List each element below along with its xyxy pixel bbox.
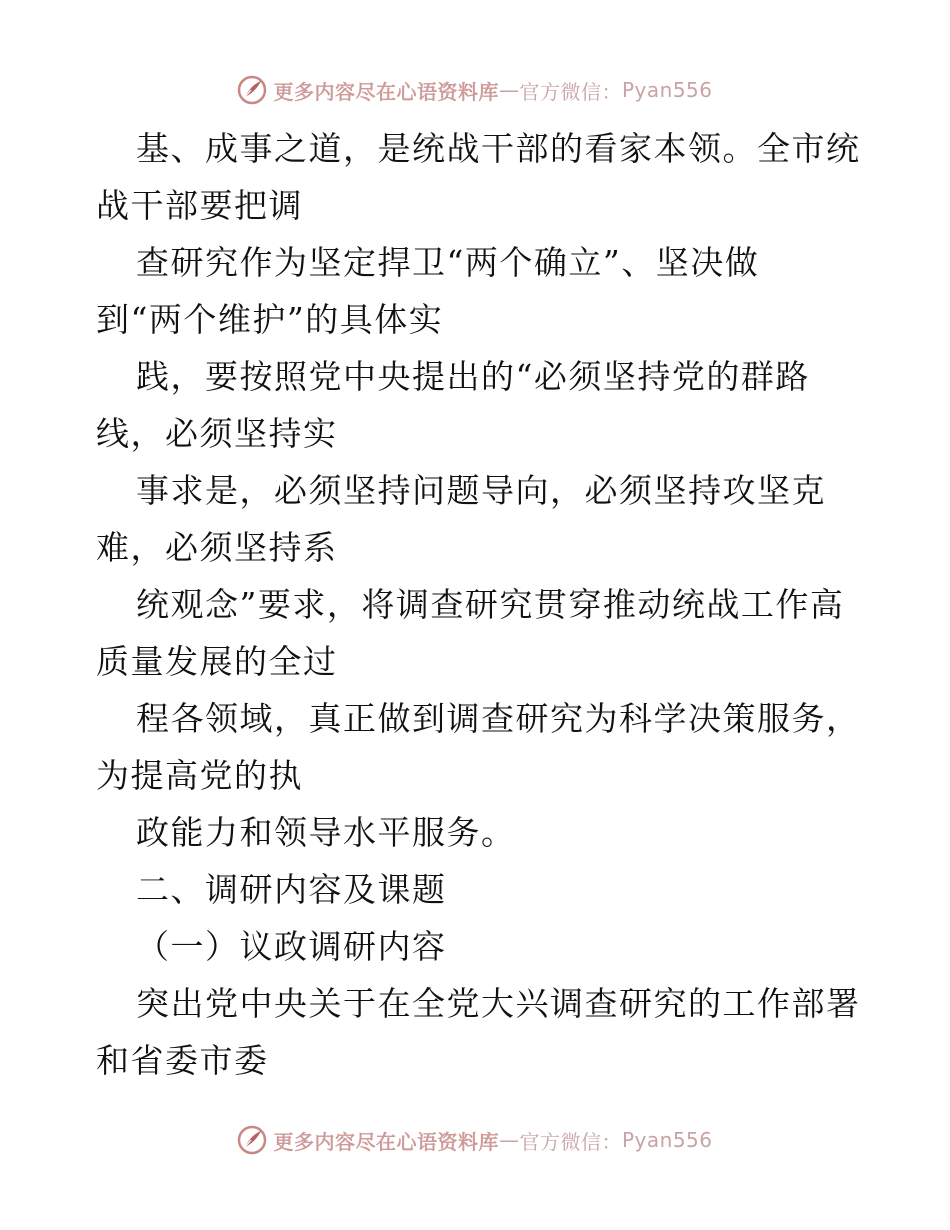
watermark-main-text: 更多内容尽在心语资料库: [273, 79, 499, 104]
watermark-main-text: 更多内容尽在心语资料库: [273, 1129, 499, 1154]
body-line: 事求是，必须坚持问题导向，必须坚持攻坚克: [136, 471, 826, 510]
body-line: 突出党中央关于在全党大兴调查研究的工作部署: [136, 984, 861, 1023]
watermark-official-label: 官方微信：: [519, 79, 622, 104]
body-line: 践，要按照党中央提出的“必须坚持党的群路: [136, 357, 810, 396]
section-heading: 二、调研内容及课题: [136, 870, 447, 909]
body-line: 统观念”要求，将调查研究贯穿推动统战工作高: [136, 585, 845, 624]
body-line: 查研究作为坚定捍卫“两个确立”、坚决做: [136, 243, 760, 282]
body-line: 难，必须坚持系: [96, 528, 338, 567]
body-line: 和省委市委: [96, 1041, 269, 1080]
body-line: 质量发展的全过: [96, 642, 338, 681]
watermark-wechat-id: Pyan556: [621, 78, 713, 102]
body-line: 基、成事之道，是统战干部的看家本领。全市统: [136, 129, 861, 168]
body-line: 程各领域，真正做到调查研究为科学决策服务，: [136, 699, 861, 738]
watermark-official-label: 官方微信：: [519, 1129, 622, 1154]
watermark-separator: —: [498, 78, 520, 102]
body-line: 政能力和领导水平服务。: [136, 813, 516, 852]
watermark-wechat-id: Pyan556: [621, 1128, 713, 1152]
body-line: 线，必须坚持实: [96, 414, 338, 453]
body-line: 战干部要把调: [96, 186, 303, 225]
document-body: [96, 120, 876, 1089]
feather-pen-logo-icon: [237, 75, 267, 105]
footer-watermark: [0, 1120, 950, 1160]
feather-pen-logo-icon: [237, 1125, 267, 1155]
watermark-separator: —: [498, 1128, 520, 1152]
header-watermark: [0, 70, 950, 110]
subsection-heading: （一）议政调研内容: [136, 927, 447, 966]
body-line: 到“两个维护”的具体实: [96, 300, 444, 339]
body-line: 为提高党的执: [96, 756, 303, 795]
